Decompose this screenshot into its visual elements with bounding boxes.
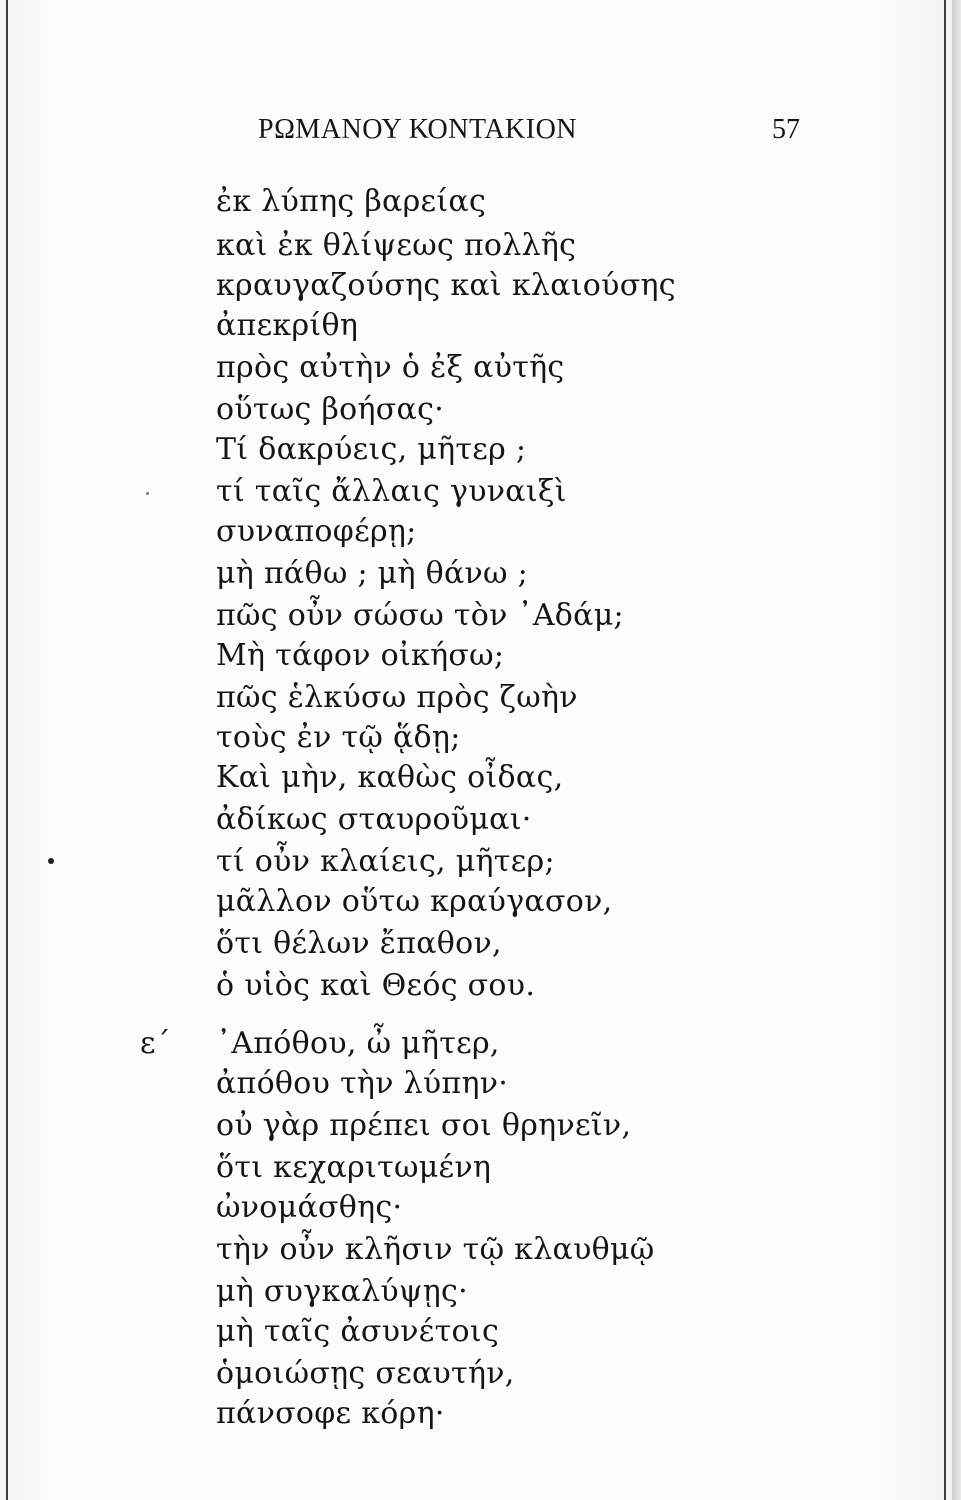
page-number: 57 — [772, 114, 800, 145]
verse-line: τί οὖν κλαίεις, μῆτερ; — [216, 844, 555, 879]
verse-line: ἐκ λύπης βαρείας — [216, 184, 487, 219]
verse-line: μὴ ταῖς ἀσυνέτοις — [216, 1314, 500, 1349]
verse-line: πῶς οὖν σώσω τὸν ᾿Αδάμ; — [216, 598, 624, 633]
verse-line: μᾶλλον οὕτω κραύγασον, — [216, 884, 613, 919]
verse-line: κραυγαζούσης καὶ κλαιούσης — [216, 268, 676, 303]
verse-line: ἀπόθου τὴν λύπην· — [216, 1066, 509, 1101]
verse-line: ὁμοιώσῃς σεαυτήν, — [216, 1356, 515, 1391]
verse-line: πῶς ἑλκύσω πρὸς ζωὴν — [216, 680, 578, 715]
verse-line: ἀδίκως σταυροῦμαι· — [216, 802, 532, 837]
verse-line: τί ταῖς ἄλλαις γυναιξὶ — [216, 474, 567, 509]
verse-line: οὐ γὰρ πρέπει σοι θρηνεῖν, — [216, 1108, 632, 1143]
verse-line: ἀπεκρίθη — [216, 308, 359, 343]
verse-line: μὴ πάθω ; μὴ θάνω ; — [216, 556, 529, 591]
right-page-edge — [944, 0, 946, 1500]
verse-line: οὕτως βοήσας· — [216, 392, 445, 427]
verse-line: ὅτι κεχαριτωμένη — [216, 1150, 492, 1185]
verse-line: ὅτι θέλων ἔπαθον, — [216, 926, 502, 961]
verse-line: Καὶ μὴν, καθὼς οἶδας, — [216, 760, 564, 795]
print-speck — [48, 858, 54, 864]
verse-line: πρὸς αὐτὴν ὁ ἐξ αὐτῆς — [216, 350, 565, 385]
verse-line: τοὺς ἐν τῷ ᾅδῃ; — [216, 720, 461, 755]
verse-line: Μὴ τάφον οἰκήσω; — [216, 638, 505, 673]
verse-line: πάνσοφε κόρη· — [216, 1396, 445, 1431]
verse-line: ᾿Απόθου, ὦ μῆτερ, — [216, 1026, 500, 1061]
print-speck — [146, 492, 149, 495]
verse-line: καὶ ἐκ θλίψεως πολλῆς — [216, 228, 577, 263]
verse-line: μὴ συγκαλύψῃς· — [216, 1274, 468, 1309]
stanza-number-marker: ε΄ — [140, 1026, 171, 1061]
running-title: ΡΩΜΑΝΟΥ ΚΟΝΤΑΚΙΟΝ — [258, 114, 578, 145]
verse-line: ὁ υἱὸς καὶ Θεός σου. — [216, 968, 536, 1003]
left-page-edge — [6, 0, 8, 1500]
right-margin-shadow — [952, 0, 961, 1500]
verse-line: Τί δακρύεις, μῆτερ ; — [216, 432, 527, 467]
verse-line: τὴν οὖν κλῆσιν τῷ κλαυθμῷ — [216, 1232, 655, 1267]
verse-line: ὠνομάσθης· — [216, 1190, 403, 1225]
verse-line: συναποφέρῃ; — [216, 514, 417, 549]
